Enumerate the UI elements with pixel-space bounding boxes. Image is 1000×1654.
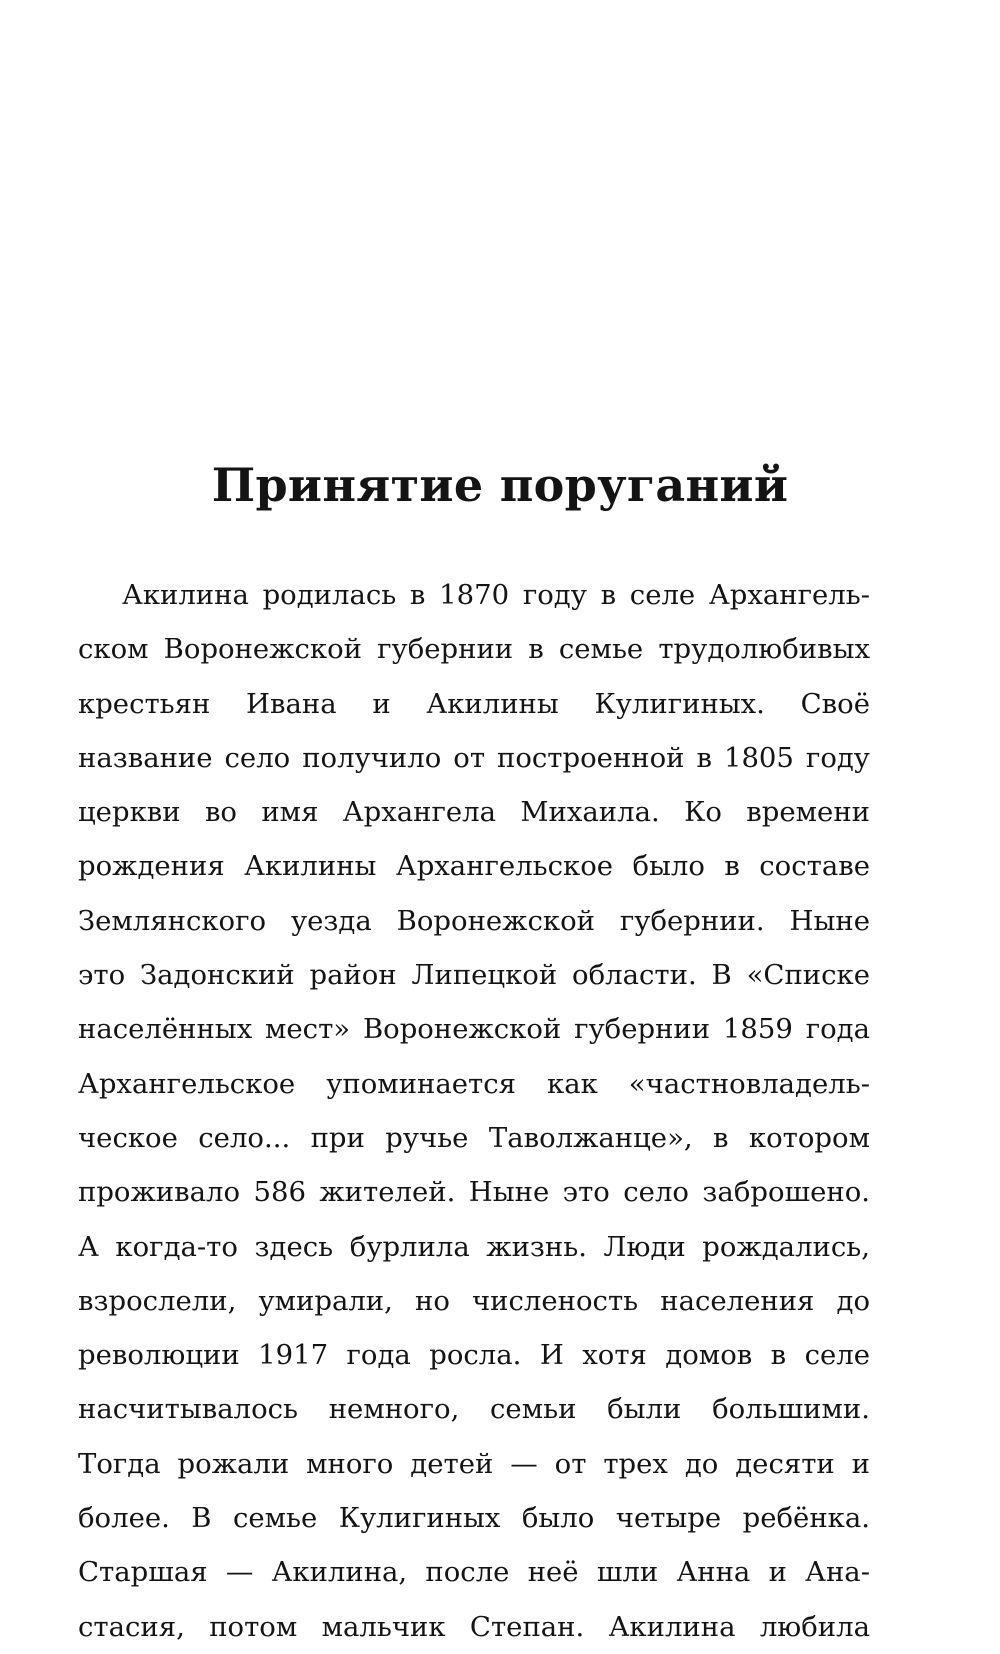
text-line: название село получило от построенной в 1805 году [78, 741, 870, 774]
text-line: насчитывалось немного, семьи были большими. [78, 1393, 870, 1426]
text-line: революции 1917 года росла. И хотя домов в селе [78, 1339, 870, 1372]
text-line: церкви во имя Архангела Михаила. Ко времени [78, 796, 870, 829]
text-line: рождения Акилины Архангельское было в составе [78, 850, 870, 883]
text-line: ском Воронежской губернии в семье трудолюбивых [78, 633, 870, 666]
text-line: Тогда рожали много детей — от трех до десяти и [78, 1447, 870, 1480]
text-line: взрослели, умирали, но численость населения до [78, 1284, 870, 1317]
text-line: Землянского уезда Воронежской губернии. Ныне [78, 904, 870, 937]
text-line: стасия, потом мальчик Степан. Акилина любила [78, 1610, 870, 1643]
text-line: Старшая — Акилина, после неё шли Анна и Ана- [78, 1556, 870, 1589]
text-line: крестьян Ивана и Акилины Кулигиных. Своё [78, 687, 870, 720]
text-line: более. В семье Кулигиных было четыре ребёнка. [78, 1502, 870, 1535]
body-paragraph [78, 568, 870, 1654]
text-line: это Задонский район Липецкой области. В «Списке [78, 959, 870, 992]
text-line: проживало 586 жителей. Ныне это село заброшено. [78, 1176, 870, 1209]
text-line: ческое село... при ручье Таволжанце», в котором [78, 1121, 870, 1154]
text-line: Архангельское упоминается как «частновладель- [78, 1067, 870, 1100]
text-line: А когда-то здесь бурлила жизнь. Люди рождались, [78, 1230, 870, 1263]
text-line: населённых мест» Воронежской губернии 1859 года [78, 1013, 870, 1046]
chapter-title: Принятие поруганий [211, 458, 789, 512]
text-line: Акилина родилась в 1870 году в селе Архангель- [122, 579, 870, 611]
